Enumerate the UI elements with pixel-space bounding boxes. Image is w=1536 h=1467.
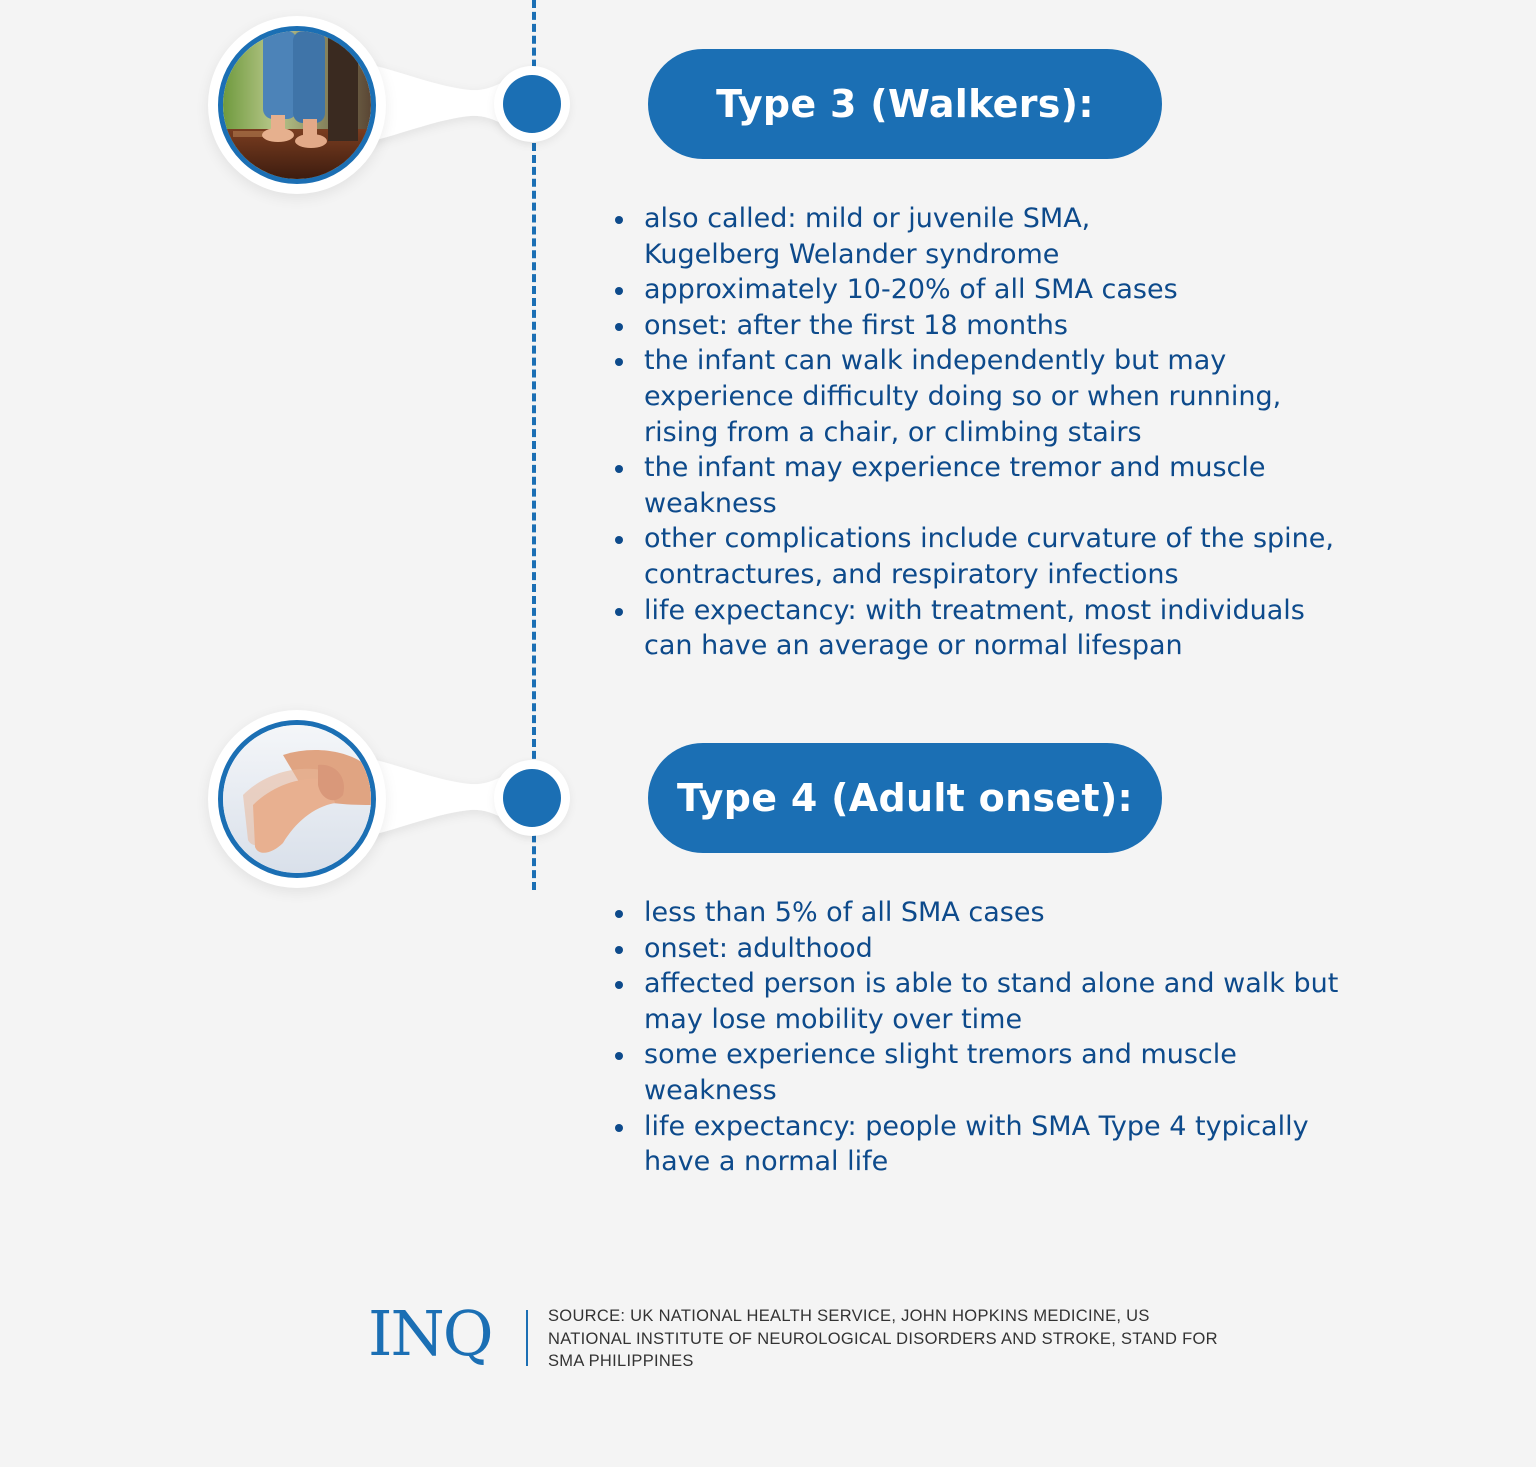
list-item: less than 5% of all SMA cases bbox=[608, 895, 1388, 931]
list-item: onset: adulthood bbox=[608, 931, 1388, 967]
list-item: onset: after the first 18 months bbox=[608, 308, 1388, 344]
list-item: other complications include curvature of the spine, contractures, and respiratory infections bbox=[608, 521, 1394, 592]
bullet-list-type3 bbox=[608, 201, 1388, 664]
toddler-feet-photo bbox=[218, 26, 376, 184]
list-item: life expectancy: people with SMA Type 4 typically have a normal life bbox=[608, 1109, 1324, 1180]
section-title-type4 bbox=[648, 743, 1162, 853]
list-item: approximately 10-20% of all SMA cases bbox=[608, 272, 1388, 308]
source-credit: SOURCE: UK NATIONAL HEALTH SERVICE, JOHN HOPKINS MEDICINE, US NATIONAL INSTITUTE OF NEUROLOGICAL DISORDERS AND STROKE, STAND FOR SMA PHILIPPINES bbox=[548, 1307, 1218, 1370]
list-item: the infant can walk independently but may experience difficulty doing so or when running, rising from a chair, or climbing stairs bbox=[608, 343, 1364, 450]
timeline-dot-type4 bbox=[503, 769, 561, 827]
bullet-list-type4 bbox=[608, 895, 1388, 1180]
list-item: life expectancy: with treatment, most individuals can have an average or normal lifespan bbox=[608, 593, 1344, 664]
trembling-hand-photo bbox=[218, 720, 376, 878]
list-item: affected person is able to stand alone and walk but may lose mobility over time bbox=[608, 966, 1344, 1037]
inq-logo: INQ bbox=[368, 1297, 492, 1370]
list-item: some experience slight tremors and muscle weakness bbox=[608, 1037, 1374, 1108]
list-item: also called: mild or juvenile SMA, Kugelberg Welander syndrome bbox=[608, 201, 1164, 272]
section-title-type3 bbox=[648, 49, 1162, 159]
footer-divider bbox=[526, 1310, 528, 1366]
section-title-type3-text: Type 3 (Walkers): bbox=[716, 82, 1094, 126]
section-title-type4-text: Type 4 (Adult onset): bbox=[676, 776, 1134, 820]
timeline-dot-type3 bbox=[503, 75, 561, 133]
list-item: the infant may experience tremor and muscle weakness bbox=[608, 450, 1364, 521]
